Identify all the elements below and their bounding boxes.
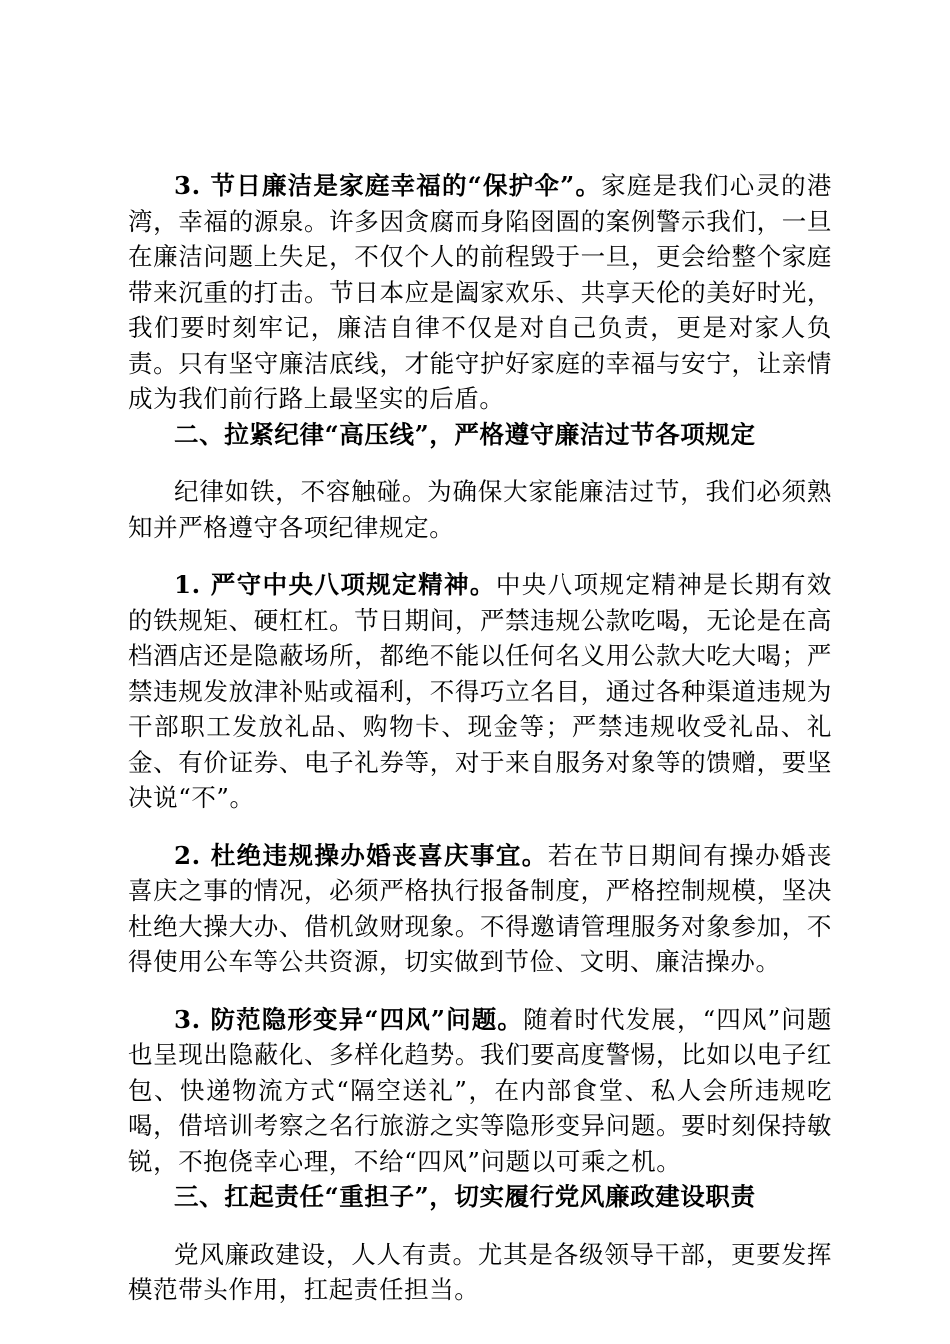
paragraph-text: 家庭是我们心灵的港湾，幸福的源泉。许多因贪腐而身陷囹圄的案例警示我们，一旦在廉洁问题上失足，不仅个人的前程毁于一旦，更会给整个家庭带来沉重的打击。节日本应是阖家欢乐、共享天伦的美好时光，我们要时刻牢记，廉洁自律不仅是对自己负责，更是对家人负责。只有坚守廉洁底线，才能守护好家庭的幸福与安宁，让亲情成为我们前行路上最坚实的后盾。 xyxy=(128,171,832,413)
paragraph-four-winds xyxy=(128,1002,832,1180)
paragraph-text: 若在节日期间有操办婚丧喜庆之事的情况，必须严格执行报备制度，严格控制规模，坚决杜绝大操大办、借机敛财现象。不得邀请管理服务对象参加，不得使用公车等公共资源，切实做到节俭、文明、廉洁操办。 xyxy=(128,840,832,976)
paragraph-lead: 1. 严守中央八项规定精神。 xyxy=(174,570,496,599)
paragraph-lead: 2. 杜绝违规操办婚丧喜庆事宜。 xyxy=(174,840,548,870)
paragraph-weddings xyxy=(128,838,832,980)
paragraph-eight-rules xyxy=(128,567,832,816)
section-heading-3: 三、扛起责任“重担子”，切实履行党风廉政建设职责 xyxy=(174,1182,756,1211)
paragraph-responsibility-intro: 党风廉政建设，人人有责。尤其是各级领导干部，更要发挥模范带头作用，扛起责任担当。 xyxy=(128,1239,832,1304)
paragraph-family-happiness xyxy=(128,168,832,417)
section-heading-2: 二、拉紧纪律“高压线”，严格遵守廉洁过节各项规定 xyxy=(174,419,756,449)
paragraph-text: 随着时代发展，“四风”问题也呈现出隐蔽化、多样化趋势。我们要高度警惕，比如以电子红包、快递物流方式“隔空送礼”，在内部食堂、私人会所违规吃喝，借培训考察之名行旅游之实等隐形变异问题。要时刻保持敏锐，不抱侥幸心理，不给“四风”问题以可乘之机。 xyxy=(128,1004,832,1176)
document-body xyxy=(128,168,832,1308)
paragraph-discipline-intro: 纪律如铁，不容触碰。为确保大家能廉洁过节，我们必须熟知并严格遵守各项纪律规定。 xyxy=(128,477,832,542)
paragraph-lead: 3. 防范隐形变异“四风”问题。 xyxy=(174,1004,524,1034)
paragraph-lead: 3. 节日廉洁是家庭幸福的“保护伞”。 xyxy=(174,171,602,200)
paragraph-text: 中央八项规定精神是长期有效的铁规矩、硬杠杠。节日期间，严禁违规公款吃喝，无论是在高档酒店还是隐蔽场所，都绝不能以任何名义用公款大吃大喝；严禁违规发放津补贴或福利，不得巧立名目，通过各种渠道违规为干部职工发放礼品、购物卡、现金等；严禁违规收受礼品、礼金、有价证券、电子礼券等，对于来自服务对象等的馈赠，要坚决说“不”。 xyxy=(128,570,832,812)
